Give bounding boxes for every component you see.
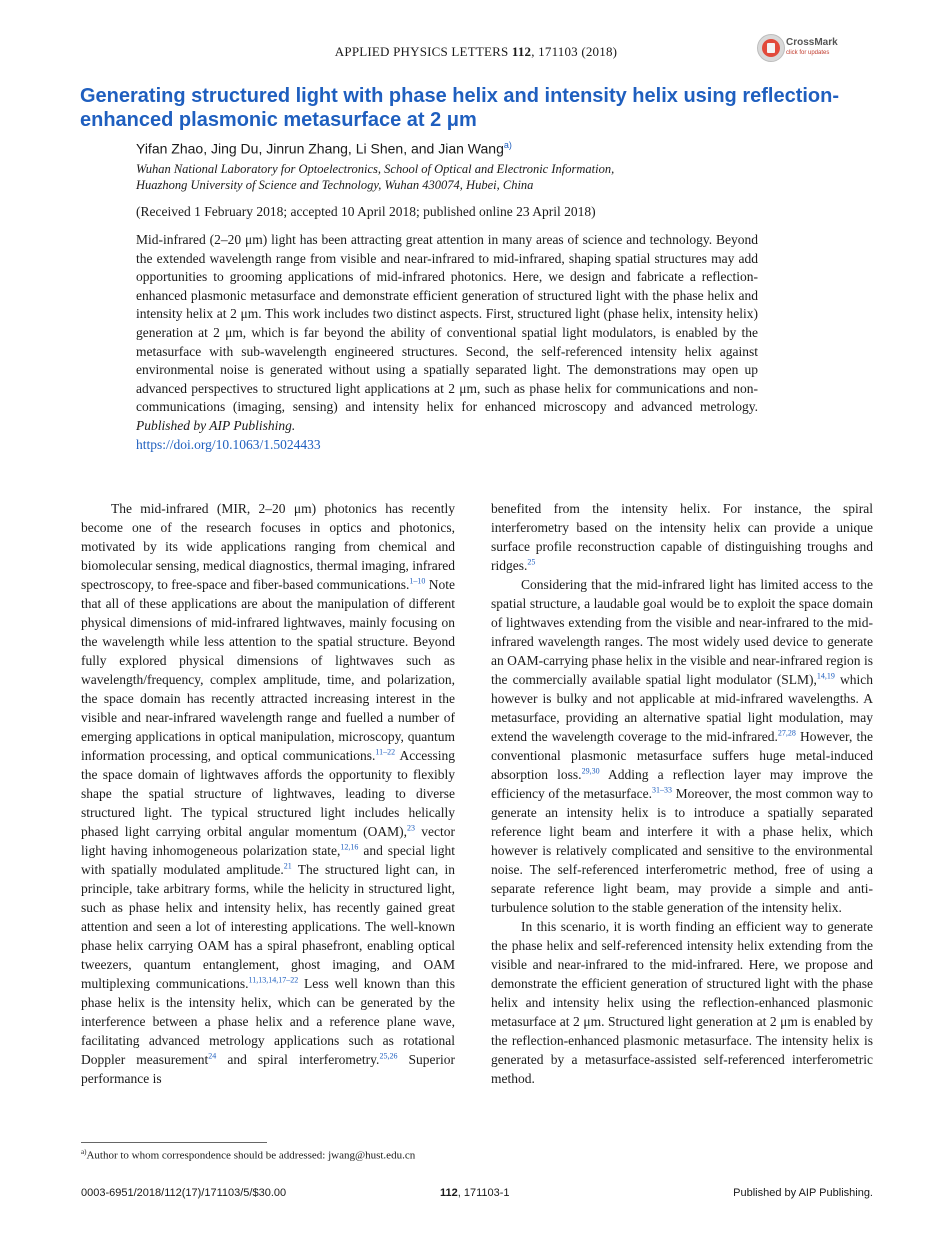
footnote: $^{a)}$Author to whom correspondence should be addressed: jwang@hust.edu.cn xyxy=(81,1148,416,1162)
footer-page-number: 112, 171103-1 xyxy=(440,1187,510,1199)
citation-link[interactable]: 12,16 xyxy=(340,842,359,852)
footnote-divider xyxy=(81,1142,267,1143)
author-footnote-mark[interactable]: a) xyxy=(503,140,512,150)
article-title: Generating structured light with phase helix and intensity helix using reflection-enhanced plasmonic metasurface at 2 μm xyxy=(80,85,840,131)
footer-issn: 0003-6951/2018/112(17)/171103/5/$30.00 xyxy=(81,1187,287,1199)
citation-link[interactable]: 24 xyxy=(208,1051,217,1061)
citation-link[interactable]: 25 xyxy=(527,557,536,567)
citation-link[interactable]: 27,28 xyxy=(777,728,796,738)
paragraph: In this scenario, it is worth finding an efficient way to generate the phase helix and self-referenced intensity helix extending from the visible and near-infrared to the mid-infrared. Here, we propose and demonstrate the efficient generation of structured light with the phase helix and intensity helix using the reflection-enhanced plasmonic metasurface at 2 μm. Structured light generation at 2 μm is enabled by the reflection-enhanced plasmonic metasurface. The intensity helix is generated by a metasurface-assisted self-referenced interferometric method. xyxy=(491,919,873,1086)
citation-link[interactable]: 1–10 xyxy=(409,576,426,586)
paragraph: benefited from the intensity helix. For instance, the spiral interferometry based on the intensity helix can provide a unique surface profile reconstruction capable of distinguishing troughs and ridges.$^{25}$ xyxy=(491,501,873,573)
paragraph: Considering that the mid-infrared light has limited access to the spatial structure, a laudable goal would be to exploit the space domain of lightwaves extending from the visible and near-infrared to the mid-infrared wavelength ranges. The most widely used device to generate an OAM-carrying phase helix in the visible and near-infrared region is the commercially available spatial light modulator (SLM),$^{14,19}$ which however is bulky and not applicable at mid-infrared wavelengths. A metasurface, providing an alternative spatial light modulation, may extend the wavelength coverage to the mid-infrared.$^{27,28}$ However, the conventional plasmonic metasurface suffers huge metal-induced absorption loss.$^{29,30}$ Adding a reflection layer may improve the efficiency of the metasurface.$^{31-33}$ Moreover, the most common way to generate an intensity helix is to introduce a spatially separated reference light beam and interfere it with a phase helix, which however is relatively complicated and sensitive to the environmental noise. The self-referenced interferometric method, free of using a separate reference light beam, may provide a simple and anti-turbulence solution to the stable generation of the intensity helix. xyxy=(491,577,873,915)
citation-link[interactable]: 14,19 xyxy=(816,671,835,681)
citation-link[interactable]: 31–33 xyxy=(652,785,673,795)
citation-link[interactable]: 25,26 xyxy=(379,1051,398,1061)
abstract: Mid-infrared (2–20 μm) light has been attracting great attention in many areas of science and technology. Beyond the extended wavelength range from visible and near-infrared to mid-infrared, shaping spatial structures may add opportunities to grooming applications of mid-infrared photonics. Here, we design and fabricate a reflection-enhanced plasmonic metasurface and demonstrate efficient generation of structured light with the phase helix and intensity helix at 2 μm. This work includes two distinct aspects. First, structured light (phase helix, intensity helix) generation at 2 μm, which is far beyond the ability of conventional spatial light modulators, is enabled by the metasurface with sub-wavelength engineered structures. Second, the self-referenced intensity helix against environmental noise is generated without using a spatially separated light. The demonstrations may open up advanced perspectives to structured light applications at 2 μm, such as phase helix for communications and non-communications (imaging, sensing) and intensity helix for enhanced microscopy and advanced metrology. Published by AIP Publishing. https://doi.org/10.1063/1.5024433 xyxy=(136,232,758,452)
crossmark-label: CrossMark xyxy=(786,37,838,48)
body-column-left xyxy=(81,499,455,1088)
crossmark-sub: click for updates xyxy=(786,50,830,56)
citation-link[interactable]: 29,30 xyxy=(581,766,600,776)
doi-link[interactable]: https://doi.org/10.1063/1.5024433 xyxy=(136,436,321,452)
citation-link[interactable]: 11,13,14,17–22 xyxy=(248,975,299,985)
received-dates: (Received 1 February 2018; accepted 10 April 2018; published online 23 April 2018) xyxy=(136,204,596,219)
journal-header: APPLIED PHYSICS LETTERS 112, 171103 (2018) xyxy=(334,44,618,59)
author-list: Yifan Zhao, Jing Du, Jinrun Zhang, Li Shen, and Jian Wang$^{a)}$ xyxy=(136,140,512,157)
publisher-note: Published by AIP Publishing. xyxy=(136,417,296,433)
crossmark-badge[interactable] xyxy=(757,34,837,64)
journal-volume: 112 xyxy=(511,44,532,59)
citation-link[interactable]: 11–22 xyxy=(375,747,396,757)
citation-link[interactable]: 23 xyxy=(406,823,415,833)
paragraph: The mid-infrared (MIR, 2–20 μm) photonics has recently become one of the research focuses in optics and photonics, motivated by its wide applications ranging from chemical and biomolecular sensing, medical diagnostics, thermal imaging, infrared spectroscopy, to free-space and fiber-based communications.$^{1-10}$ Note that all of these applications are about the manipulation of different physical dimensions of mid-infrared lightwaves, mainly focusing on the wavelength while less attention to the spatial structure. Beyond fully explored physical dimensions of lightwaves such as wavelength/frequency, complex amplitude, time, and polarization, the space domain has recently attracted increasing interest in the visible and near-infrared wavelength range and fuelled a number of emerging applications in optical manipulation, microscopy, quantum information processing, and optical communications.$^{11-22}$ Accessing the space domain of lightwaves affords the opportunity to flexibly shape the spatial structure of lightwaves, leading to diverse structured light. The typical structured light includes helically phased light carrying orbital angular momentum (OAM),$^{23}$ vector light having inhomogeneous polarization state,$^{12,16}$ and special light with spatially modulated amplitude.$^{21}$ The structured light can, in principle, take arbitrary forms, while the helicity in structured light, such as phase helix and intensity helix, has recently gained great attention and seen a lot of interesting applications. The well-known phase helix carrying OAM has a spiral phasefront, enabling optical tweezers, quantum entanglement, ghost imaging, and OAM multiplexing communications.$^{11,13,14,17-22}$ Less well known than this phase helix is the intensity helix, which can be generated by the interference between a phase helix and a reference plane wave, facilitating advanced metrology applications such as rotational Doppler measurement$^{24}$ and spiral interferometry.$^{25,26}$ Superior performance is xyxy=(81,501,456,1086)
citation-link[interactable]: 21 xyxy=(283,861,292,871)
affiliation: Wuhan National Laboratory for Optoelectronics, School of Optical and Electronic Information, Huazhong University of Science and Technology, Wuhan 430074, Hubei, China xyxy=(136,162,615,192)
footer-publisher: Published by AIP Publishing. xyxy=(733,1187,873,1199)
body-column-right xyxy=(491,499,873,1088)
crossmark-icon xyxy=(757,34,785,62)
